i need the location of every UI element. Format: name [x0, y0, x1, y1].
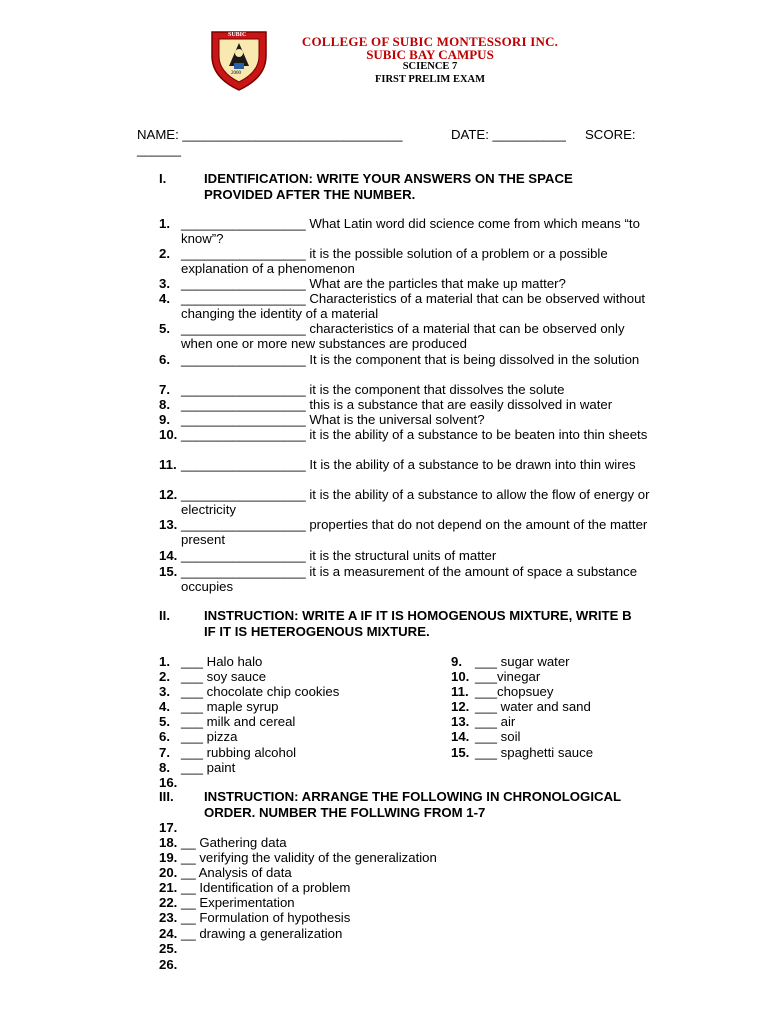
step-item: __ Analysis of data [181, 865, 292, 880]
mixture-item: ___ chocolate chip cookies [181, 684, 340, 699]
question-text: What is the universal solvent? [305, 412, 485, 427]
mixture-item: ___ maple syrup [181, 699, 279, 714]
answer-blank: _________________ [181, 276, 306, 291]
mixture-item: ___ spaghetti sauce [475, 745, 594, 760]
item-number: 15. [451, 745, 470, 760]
section-3-title: INSTRUCTION: ARRANGE THE FOLLOWING IN CHRONOLOGICAL ORDER. NUMBER THE FOLLWING FROM 1-7 [204, 789, 621, 820]
answer-blank: _________________ [181, 246, 306, 261]
step-item: __ Formulation of hypothesis [181, 910, 351, 925]
item-number: 18. [159, 835, 178, 850]
question-text: It is the ability of a substance to be drawn into thin wires [305, 457, 636, 472]
step-item: __ Gathering data [181, 835, 287, 850]
answer-blank: _________________ [181, 457, 306, 472]
subject-title: SCIENCE 7 [402, 61, 458, 72]
item-number: 16. [159, 775, 178, 790]
question-text: it is the possible solution of a problem or a possible explanation of a phenomenon [181, 246, 608, 276]
mixture-item: ___ water and sand [475, 699, 591, 714]
item-number: 7. [159, 382, 170, 397]
question-text: properties that do not depend on the amount of the matter present [181, 517, 648, 547]
answer-blank: _________________ [181, 352, 306, 367]
item-number: 14. [159, 548, 178, 563]
answer-blank: _________________ [181, 321, 306, 336]
step-item: __ Identification of a problem [181, 880, 351, 895]
item-number: 1. [159, 654, 170, 669]
item-number: 11. [451, 684, 469, 699]
exam-title: FIRST PRELIM EXAM [374, 74, 486, 85]
question-text: it is the ability of a substance to allow the flow of energy or electricity [181, 487, 650, 517]
mixture-item: ___ Halo halo [181, 654, 263, 669]
logo-top-text: SUBIC [228, 32, 247, 38]
mixture-item: ___ milk and cereal [181, 714, 296, 729]
mixture-item: ___ sugar water [475, 654, 570, 669]
item-number: 8. [159, 760, 170, 775]
item-number: 3. [159, 684, 170, 699]
item-number: 6. [159, 729, 170, 744]
answer-blank: _________________ [181, 548, 306, 563]
question-text: this is a substance that are easily dissolved in water [305, 397, 613, 412]
item-number: 4. [159, 699, 170, 714]
item-number: 10. [159, 427, 178, 442]
mixture-item: ___ soil [475, 729, 521, 744]
answer-blank: _________________ [181, 564, 306, 579]
answer-blank: _________________ [181, 487, 306, 502]
item-number: 9. [159, 412, 170, 427]
item-number: 20. [159, 865, 178, 880]
question-text: it is a measurement of the amount of space a substance occupies [181, 564, 638, 594]
item-number: 13. [451, 714, 470, 729]
section-2-title: INSTRUCTION: WRITE A IF IT IS HOMOGENOUS MIXTURE, WRITE B IF IT IS HETEROGENOUS MIXTURE. [204, 608, 632, 639]
item-number: 21. [159, 880, 178, 895]
mixture-item: ___ soy sauce [181, 669, 267, 684]
item-number: 10. [451, 669, 470, 684]
answer-blank: _________________ [181, 427, 306, 442]
score-blank: ______ [137, 142, 182, 157]
section-3-roman: III. [159, 789, 174, 804]
score-label: SCORE: [585, 127, 636, 142]
question-text: characteristics of a material that can be observed only when one or more new substances are produced [181, 321, 625, 351]
question-text: What are the particles that make up matter? [305, 276, 566, 291]
name-field: NAME: ______________________________ [137, 127, 403, 142]
item-number: 2. [159, 246, 170, 261]
question-text: it is the structural units of matter [305, 548, 497, 563]
item-number: 26. [159, 957, 178, 972]
mixture-item: ___ pizza [181, 729, 238, 744]
item-number: 14. [451, 729, 470, 744]
item-number: 12. [159, 487, 178, 502]
mixture-item: ___vinegar [475, 669, 541, 684]
question-text: It is the component that is being dissolved in the solution [305, 352, 640, 367]
item-number: 13. [159, 517, 178, 532]
school-name: COLLEGE OF SUBIC MONTESSORI INC. [301, 34, 559, 49]
item-number: 4. [159, 291, 170, 306]
step-item: __ drawing a generalization [181, 926, 343, 941]
item-number: 7. [159, 745, 170, 760]
item-number: 12. [451, 699, 470, 714]
answer-blank: _________________ [181, 397, 306, 412]
question-text: What Latin word did science come from which means “to know”? [181, 216, 640, 246]
question-text: it is the ability of a substance to be beaten into thin sheets [305, 427, 648, 442]
item-number: 8. [159, 397, 170, 412]
step-item: __ Experimentation [181, 895, 295, 910]
item-number: 24. [159, 926, 178, 941]
item-number: 6. [159, 352, 170, 367]
question-text: it is the component that dissolves the solute [305, 382, 565, 397]
item-number: 11. [159, 457, 177, 472]
answer-blank: _________________ [181, 216, 306, 231]
answer-blank: _________________ [181, 412, 306, 427]
item-number: 9. [451, 654, 462, 669]
campus-name: SUBIC BAY CAMPUS [366, 47, 494, 62]
section-1-title: IDENTIFICATION: WRITE YOUR ANSWERS ON THE SPACE PROVIDED AFTER THE NUMBER. [204, 171, 573, 202]
section-1-roman: I. [159, 171, 167, 186]
date-field: DATE: __________ [451, 127, 566, 142]
mixture-item: ___ paint [181, 760, 236, 775]
item-number: 19. [159, 850, 178, 865]
item-number: 23. [159, 910, 178, 925]
item-number: 15. [159, 564, 178, 579]
mixture-item: ___chopsuey [475, 684, 554, 699]
item-number: 3. [159, 276, 170, 291]
item-number: 25. [159, 941, 178, 956]
item-number: 17. [159, 820, 178, 835]
section-2-roman: II. [159, 608, 170, 623]
mixture-item: ___ air [475, 714, 516, 729]
answer-blank: _________________ [181, 291, 306, 306]
item-number: 5. [159, 714, 170, 729]
item-number: 1. [159, 216, 170, 231]
logo-year: 2000 [231, 71, 241, 76]
item-number: 5. [159, 321, 170, 336]
mixture-item: ___ rubbing alcohol [181, 745, 297, 760]
answer-blank: _________________ [181, 517, 306, 532]
answer-blank: _________________ [181, 382, 306, 397]
item-number: 2. [159, 669, 170, 684]
step-item: __ verifying the validity of the generalization [181, 850, 437, 865]
item-number: 22. [159, 895, 178, 910]
question-text: Characteristics of a material that can be observed without changing the identity of a material [181, 291, 646, 321]
